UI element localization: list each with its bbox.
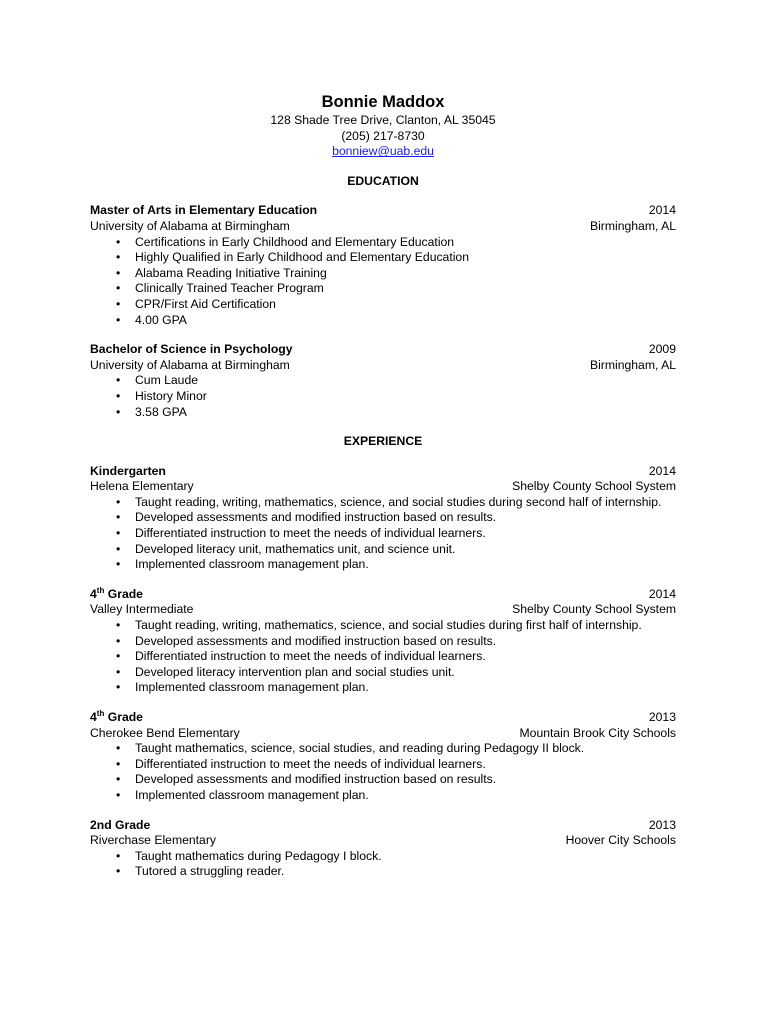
- list-item: • 4.00 GPA: [90, 313, 676, 329]
- role-number: 4: [90, 586, 97, 601]
- role-year: 2013: [648, 817, 676, 832]
- list-item: • Alabama Reading Initiative Training: [90, 266, 676, 282]
- experience-entry-kindergarten: [90, 464, 676, 573]
- role-year: 2013: [648, 710, 676, 724]
- list-item: • Highly Qualified in Early Childhood and Elementary Education: [90, 250, 676, 266]
- list-item: • Cum Laude: [90, 373, 676, 389]
- list-item: • Tutored a struggling reader.: [90, 864, 676, 880]
- bullet-list: [90, 741, 676, 803]
- list-item: • CPR/First Aid Certification: [90, 297, 676, 313]
- school-name: University of Alabama at Birmingham: [90, 357, 290, 372]
- candidate-name: Bonnie Maddox: [321, 93, 445, 111]
- list-item: • Differentiated instruction to meet the needs of individual learners.: [90, 649, 676, 665]
- resume-content: [90, 92, 676, 894]
- list-item: • History Minor: [90, 389, 676, 405]
- list-item: • Implemented classroom management plan.: [90, 680, 676, 696]
- list-item: • Certifications in Early Childhood and Elementary Education: [90, 235, 676, 251]
- degree-title: Bachelor of Science in Psychology: [90, 342, 293, 357]
- bullet-list: [90, 373, 676, 420]
- list-item: • Developed literacy intervention plan and social studies unit.: [90, 665, 676, 681]
- experience-entry-2nd-grade: [90, 818, 676, 880]
- school-name: Riverchase Elementary: [90, 833, 216, 848]
- email-link[interactable]: bonniew@uab.edu: [332, 144, 434, 159]
- school-name: Helena Elementary: [90, 479, 194, 494]
- role-year: 2014: [648, 586, 676, 601]
- experience-heading: EXPERIENCE: [343, 434, 423, 449]
- role-year: 2014: [648, 463, 676, 478]
- list-item: • Implemented classroom management plan.: [90, 788, 676, 804]
- list-item: • Taught mathematics during Pedagogy I block.: [90, 849, 676, 865]
- bullet-list: [90, 618, 676, 696]
- school-name: Valley Intermediate: [90, 602, 194, 617]
- address-line: 128 Shade Tree Drive, Clanton, AL 35045: [270, 113, 496, 127]
- role-title: Kindergarten: [90, 463, 166, 478]
- list-item: • Clinically Trained Teacher Program: [90, 281, 676, 297]
- role-ordinal: th: [96, 585, 105, 595]
- education-entry-masters: [90, 203, 676, 328]
- list-item: • Developed literacy unit, mathematics unit, and science unit.: [90, 542, 676, 558]
- education-heading: EDUCATION: [347, 173, 419, 188]
- bullet-list: [90, 495, 676, 573]
- school-system: Mountain Brook City Schools: [519, 725, 676, 740]
- list-item: • Taught reading, writing, mathematics, science, and social studies during first half of internship.: [90, 618, 676, 634]
- degree-title: Master of Arts in Elementary Education: [90, 203, 318, 218]
- school-location: Birmingham, AL: [589, 357, 676, 372]
- list-item: • Differentiated instruction to meet the needs of individual learners.: [90, 757, 676, 773]
- list-item: • Implemented classroom management plan.: [90, 557, 676, 573]
- list-item: • Differentiated instruction to meet the needs of individual learners.: [90, 526, 676, 542]
- list-item: • 3.58 GPA: [90, 405, 676, 421]
- experience-entry-4th-grade-cherokee: [90, 710, 676, 804]
- school-system: Hoover City Schools: [565, 833, 676, 848]
- list-item: • Taught mathematics, science, social studies, and reading during Pedagogy II block.: [90, 741, 676, 757]
- school-name: University of Alabama at Birmingham: [90, 218, 290, 233]
- school-name: Cherokee Bend Elementary: [90, 725, 240, 740]
- role-title: 2nd Grade: [90, 817, 151, 832]
- role-suffix: Grade: [104, 586, 143, 601]
- contact-header: [90, 92, 676, 160]
- role-ordinal: th: [96, 709, 105, 718]
- list-item: • Developed assessments and modified instruction based on results.: [90, 772, 676, 788]
- school-system: Shelby County School System: [512, 479, 676, 494]
- school-system: Shelby County School System: [512, 602, 676, 617]
- school-location: Birmingham, AL: [589, 218, 676, 233]
- bullet-list: [90, 849, 676, 880]
- role-number: 4: [90, 710, 97, 724]
- role-suffix: Grade: [104, 710, 143, 724]
- role-title: [90, 587, 143, 603]
- list-item: • Developed assessments and modified instruction based on results.: [90, 510, 676, 526]
- bullet-list: [90, 235, 676, 329]
- degree-year: 2009: [648, 342, 676, 357]
- role-title: [90, 710, 143, 726]
- education-entry-bachelors: [90, 342, 676, 420]
- experience-entry-4th-grade-valley: [90, 587, 676, 696]
- list-item: • Taught reading, writing, mathematics, science, and social studies during second half of internship.: [90, 495, 676, 511]
- list-item: • Developed assessments and modified instruction based on results.: [90, 634, 676, 650]
- degree-year: 2014: [648, 203, 676, 218]
- phone-line: (205) 217-8730: [341, 128, 425, 143]
